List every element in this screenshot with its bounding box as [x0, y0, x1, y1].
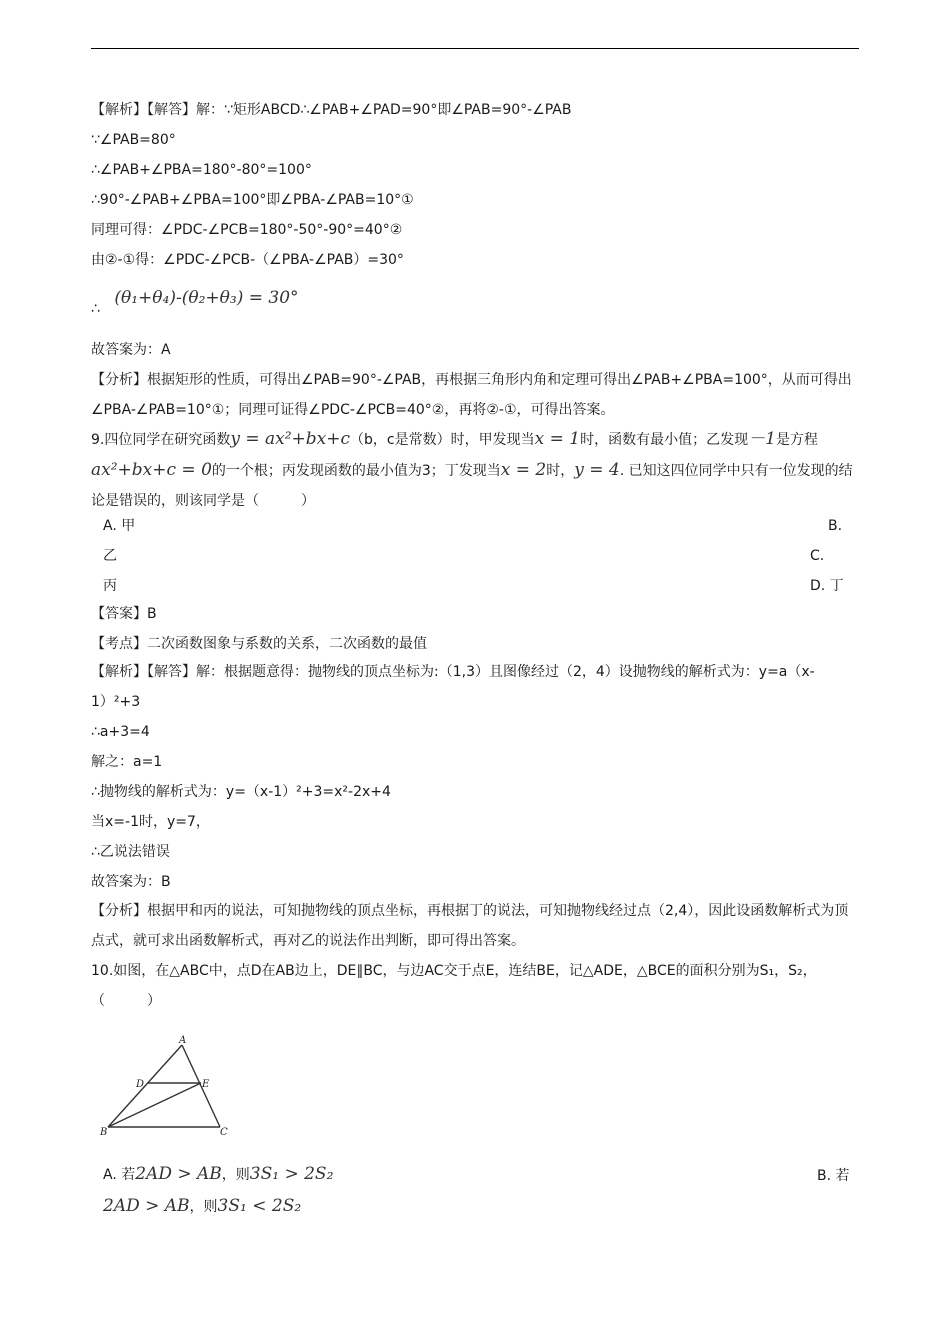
- q9-formula-x1: x = 1: [534, 429, 581, 449]
- q9-stem-text-b: （b，c是常数）时，甲发现当: [350, 432, 535, 448]
- q9-answer-2: 故答案为：B: [91, 874, 171, 890]
- q8-formula: (θ₁+θ₄)-(θ₂+θ₃) = 30°: [114, 288, 299, 308]
- q9-stem-text-g: . 已知这四位同学中只有一位发现的结论是错误的，则该同学是（ ）: [91, 463, 853, 509]
- q9-solution-line-6: 当x=-1时，y=7，: [91, 814, 210, 830]
- q8-solution-line-4: ∴90°-∠PAB+∠PBA=100°即∠PBA-∠PAB=10°①: [91, 192, 414, 208]
- q9-answer: 【答案】B: [91, 606, 157, 622]
- q9-stem-text-a: 9.四位同学在研究函数: [91, 432, 231, 448]
- segment-be: [108, 1083, 201, 1127]
- q9-formula-equation: ax²+bx+c = 0: [91, 460, 212, 480]
- q9-solution-line-5: ∴抛物线的解析式为：y=（x-1）²+3=x²-2x+4: [91, 784, 391, 800]
- q9-stem-text-f: 时，: [546, 463, 575, 479]
- q9-solution-line-3: ∴a+3=4: [91, 724, 150, 740]
- q8-formula-line: [91, 288, 299, 317]
- q9-stem-text-c: 时，函数有最小值；乙发现: [580, 432, 749, 448]
- q10-option-b: [103, 1196, 301, 1217]
- q8-solution-line-5: 同理可得：∠PDC-∠PCB=180°-50°-90°=40°②: [91, 222, 403, 238]
- q9-option-a: A. 甲: [103, 518, 136, 534]
- q10-option-b-result: 3S₁ < 2S₂: [217, 1196, 302, 1216]
- q9-solution-line-1: 【解析】【解答】解：根据题意得：抛物线的顶点坐标为:（1,3）且图像经过（2，4）设抛物线的解析式为：y=a（x-: [91, 664, 815, 680]
- segment-ac: [182, 1045, 220, 1127]
- q9-formula-y4: y = 4: [574, 460, 620, 480]
- q10-option-a-result: 3S₁ > 2S₂: [249, 1164, 334, 1184]
- q9-solution-line-4: 解之：a=1: [91, 754, 163, 770]
- q9-solution-line-2: 1）²+3: [91, 694, 141, 710]
- label-e: E: [202, 1079, 210, 1090]
- q8-solution-line-1: 【解析】【解答】解：∵矩形ABCD∴∠PAB+∠PAD=90°即∠PAB=90°-∠PAB: [91, 102, 572, 118]
- q9-kaodian: 【考点】二次函数图象与系数的关系，二次函数的最值: [91, 636, 427, 652]
- q10-option-a-condition: 2AD > AB: [135, 1164, 222, 1184]
- q9-solution-line-7: ∴乙说法错误: [91, 844, 170, 860]
- q10-option-a-then: ，则: [221, 1167, 250, 1183]
- q8-solution-line-3: ∴∠PAB+∠PBA=180°-80°=100°: [91, 162, 312, 178]
- q9-formula-x2: x = 2: [500, 460, 547, 480]
- label-b: B: [100, 1127, 108, 1138]
- label-a: A: [179, 1035, 187, 1046]
- q9-option-d: D. 丁: [810, 578, 844, 594]
- segment-ab: [108, 1045, 182, 1127]
- triangle-figure: [98, 1035, 238, 1145]
- q10-option-a-prefix: A. 若: [103, 1167, 136, 1183]
- q9-option-b-text: 乙: [103, 548, 117, 564]
- q9-option-c-text: 丙: [103, 578, 117, 594]
- q8-answer: 故答案为：A: [91, 342, 171, 358]
- q9-stem-text-e: 的一个根；丙发现函数的最小值为3；丁发现当: [211, 463, 501, 479]
- q8-analysis: 【分析】根据矩形的性质，可得出∠PAB=90°-∠PAB，再根据三角形内角和定理可得出∠PAB+∠PBA=100°，从而可得出∠PBA-∠PAB=10°①；同理可证得∠PDC-∠PCB=40°②，再将②-①，可得出答案。: [91, 372, 852, 418]
- therefore-symbol: ∴: [91, 301, 100, 317]
- q9-stem: [91, 424, 861, 516]
- q9-formula-neg1: －1: [748, 429, 776, 449]
- q9-analysis: 【分析】根据甲和丙的说法，可知抛物线的顶点坐标，再根据丁的说法，可知抛物线经过点（2,4），因此设函数解析式为顶点式，就可求出函数解析式，再对乙的说法作出判断，即可得出答案。: [91, 903, 849, 949]
- label-d: D: [136, 1079, 145, 1090]
- q10-option-b-condition: 2AD > AB: [103, 1196, 190, 1216]
- q8-solution-line-2: ∵∠PAB=80°: [91, 132, 176, 148]
- q9-stem-text-d: 是方程: [775, 432, 818, 448]
- q9-option-b-label: B.: [828, 518, 843, 534]
- q10-stem: 10.如图，在△ABC中，点D在AB边上，DE∥BC，与边AC交于点E，连结BE，记△ADE，△BCE的面积分别为S₁，S₂，（ ）: [91, 963, 817, 1009]
- q10-option-b-label: B. 若: [817, 1168, 850, 1184]
- label-c: C: [220, 1127, 228, 1138]
- header-rule: [91, 48, 859, 49]
- q8-solution-line-6: 由②-①得：∠PDC-∠PCB-（∠PBA-∠PAB）=30°: [91, 252, 404, 268]
- q9-formula-function: y = ax²+bx+c: [230, 429, 351, 449]
- q10-option-b-then: ，则: [189, 1199, 218, 1215]
- q10-option-a: [103, 1164, 333, 1185]
- q9-option-c-label: C.: [810, 548, 825, 564]
